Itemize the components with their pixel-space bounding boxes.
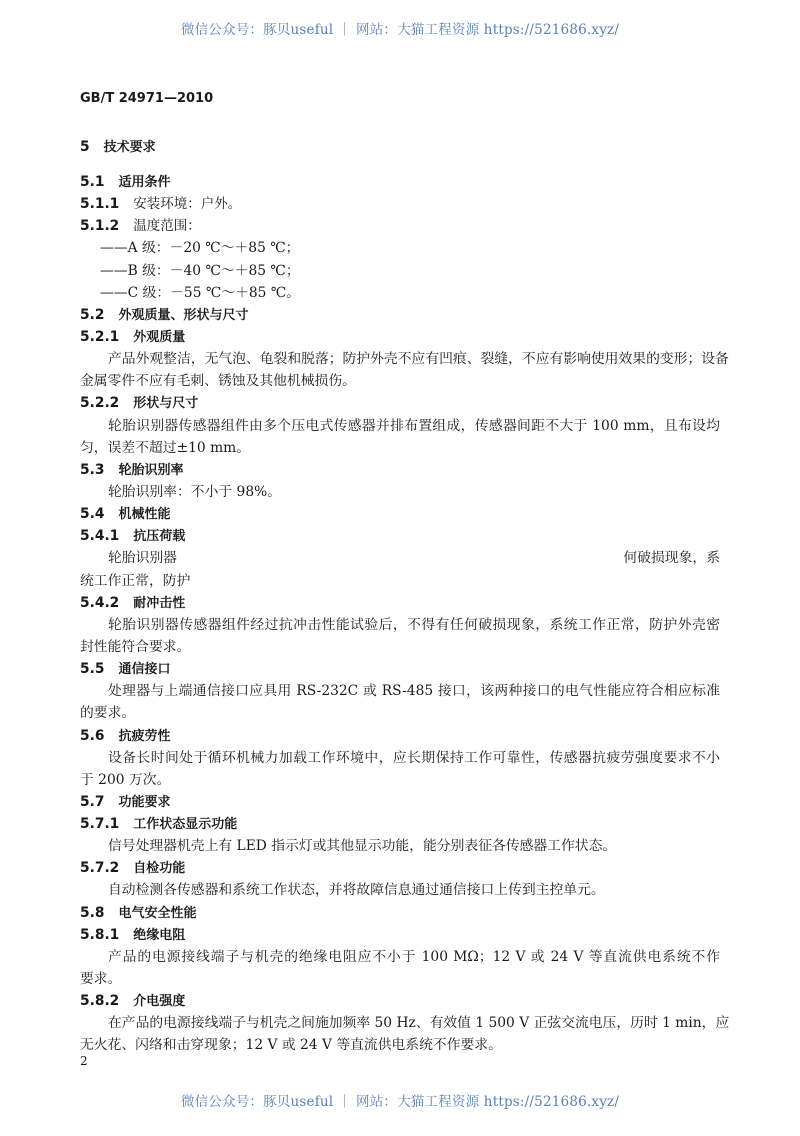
section-heading bbox=[80, 326, 720, 348]
section-heading bbox=[80, 392, 720, 414]
section-title: 机械性能 bbox=[118, 507, 171, 523]
paragraph-line: 金属零件不应有毛刺、锈蚀及其他机械损伤。 bbox=[80, 373, 356, 390]
section-number: 5.1 bbox=[80, 173, 105, 190]
paragraph-line: 产品外观整洁，无气泡、龟裂和脱落；防护外壳不应有凹痕、裂缝，不应有影响使用效果的变形；设备 bbox=[108, 351, 729, 368]
section-heading bbox=[80, 857, 720, 879]
paragraph-line: 轮胎识别器传感器组件经过抗冲击性能试验后，不得有任何破损现象，系统工作正常，防护外壳密 bbox=[108, 616, 720, 633]
paragraph-line: 要求。 bbox=[80, 971, 122, 988]
document-body bbox=[80, 136, 730, 1057]
section-heading bbox=[80, 924, 720, 946]
section-number: 5.5 bbox=[80, 661, 105, 678]
section-title: 电气安全性能 bbox=[118, 905, 197, 921]
paragraph-line-partial bbox=[80, 547, 720, 569]
list-item: ——A 级：－20 ℃～＋85 ℃； bbox=[100, 240, 300, 257]
section-title: 安装环境：户外。 bbox=[133, 196, 242, 213]
paragraph-line: 轮胎识别率：不小于 98%。 bbox=[108, 483, 282, 500]
page-number: 2 bbox=[80, 1054, 88, 1068]
standard-number: GB/T 24971—2010 bbox=[80, 91, 214, 106]
section-heading bbox=[80, 525, 720, 547]
section-title: 功能要求 bbox=[118, 794, 171, 810]
section-title: 抗疲劳性 bbox=[118, 728, 171, 744]
section-heading bbox=[80, 813, 720, 835]
section-title: 技术要求 bbox=[103, 140, 156, 155]
section-heading bbox=[80, 193, 720, 215]
paragraph-line: 自动检测各传感器和系统工作状态，并将故障信息通过通信接口上传到主控单元。 bbox=[108, 882, 605, 899]
section-heading bbox=[80, 592, 720, 614]
section-title: 通信接口 bbox=[118, 662, 171, 678]
section-number: 5.7.2 bbox=[80, 860, 120, 877]
section-title: 轮胎识别率 bbox=[118, 462, 184, 478]
section-heading bbox=[80, 171, 720, 193]
section-heading bbox=[80, 791, 720, 813]
section-number: 5.4.1 bbox=[80, 528, 120, 545]
paragraph-line: 无火花、闪络和击穿现象；12 V 或 24 V 等直流供电系统不作要求。 bbox=[80, 1037, 502, 1054]
section-title: 外观质量 bbox=[133, 329, 186, 345]
section-number: 5.8 bbox=[80, 904, 105, 921]
section-heading bbox=[80, 658, 720, 680]
section-title: 温度范围： bbox=[133, 218, 201, 235]
watermark-top: 微信公众号：豚贝useful ｜ 网站：大猫工程资源 https://521686.xyz/ bbox=[180, 22, 620, 38]
section-number: 5.7 bbox=[80, 793, 105, 810]
watermark-bottom: 微信公众号：豚贝useful ｜ 网站：大猫工程资源 https://521686.xyz/ bbox=[180, 1094, 620, 1110]
section-title: 外观质量、形状与尺寸 bbox=[118, 307, 249, 323]
section-title: 耐冲击性 bbox=[133, 595, 186, 611]
section-number: 5.2 bbox=[80, 306, 105, 323]
section-title: 形状与尺寸 bbox=[133, 396, 199, 412]
list-item: ——C 级：－55 ℃～＋85 ℃。 bbox=[100, 284, 301, 301]
section-title: 工作状态显示功能 bbox=[133, 817, 238, 833]
section-heading bbox=[80, 215, 720, 237]
section-number: 5.4.2 bbox=[80, 594, 120, 611]
paragraph-line: 封性能符合要求。 bbox=[80, 638, 191, 655]
text-fragment-right: 何破损现象，系 bbox=[623, 550, 720, 567]
paragraph-line: 于 200 万次。 bbox=[80, 771, 171, 788]
section-number: 5.2.2 bbox=[80, 395, 120, 412]
section-title: 抗压荷载 bbox=[133, 529, 186, 545]
paragraph-line: 的要求。 bbox=[80, 705, 136, 722]
section-heading bbox=[80, 902, 720, 924]
section-number: 5 bbox=[80, 139, 90, 155]
list-item: ——B 级：－40 ℃～＋85 ℃； bbox=[100, 262, 300, 279]
section-title: 介电强度 bbox=[133, 994, 186, 1010]
section-number: 5.7.1 bbox=[80, 816, 120, 833]
paragraph-line: 处理器与上端通信接口应具用 RS-232C 或 RS-485 接口，该两种接口的电气性能应符合相应标准 bbox=[108, 683, 720, 700]
section-number: 5.2.1 bbox=[80, 328, 120, 345]
section-title: 适用条件 bbox=[118, 174, 171, 190]
section-number: 5.4 bbox=[80, 506, 105, 523]
paragraph-line: 在产品的电源接线端子与机壳之间施加频率 50 Hz、有效值 1 500 V 正弦交流电压，历时 1 min，应 bbox=[108, 1015, 730, 1032]
section-heading bbox=[80, 990, 720, 1012]
section-title: 绝缘电阻 bbox=[133, 927, 186, 943]
text-fragment-left: 轮胎识别器 bbox=[108, 550, 177, 567]
paragraph-line: 设备长时间处于循环机械力加载工作环境中，应长期保持工作可靠性，传感器抗疲劳强度要求不小 bbox=[108, 749, 720, 766]
section-heading bbox=[80, 503, 720, 525]
section-title: 自检功能 bbox=[133, 861, 186, 877]
section-number: 5.3 bbox=[80, 461, 105, 478]
section-number: 5.8.1 bbox=[80, 926, 120, 943]
section-number: 5.1.1 bbox=[80, 196, 120, 213]
paragraph-line: 统工作正常，防护 bbox=[80, 572, 191, 589]
section-heading bbox=[80, 725, 720, 747]
section-heading bbox=[80, 459, 720, 481]
section-number: 5.8.2 bbox=[80, 993, 120, 1010]
paragraph-line: 信号处理器机壳上有 LED 指示灯或其他显示功能，能分别表征各传感器工作状态。 bbox=[108, 838, 617, 855]
section-number: 5.1.2 bbox=[80, 218, 120, 235]
section-number: 5.6 bbox=[80, 727, 105, 744]
section-heading bbox=[80, 136, 720, 158]
paragraph-line: 轮胎识别器传感器组件由多个压电式传感器并排布置组成，传感器间距不大于 100 mm，且布设均 bbox=[108, 417, 720, 434]
paragraph-line: 匀，误差不超过±10 mm。 bbox=[80, 439, 251, 456]
section-heading bbox=[80, 304, 720, 326]
paragraph-line: 产品的电源接线端子与机壳的绝缘电阻应不小于 100 MΩ；12 V 或 24 V 等直流供电系统不作 bbox=[108, 948, 720, 965]
